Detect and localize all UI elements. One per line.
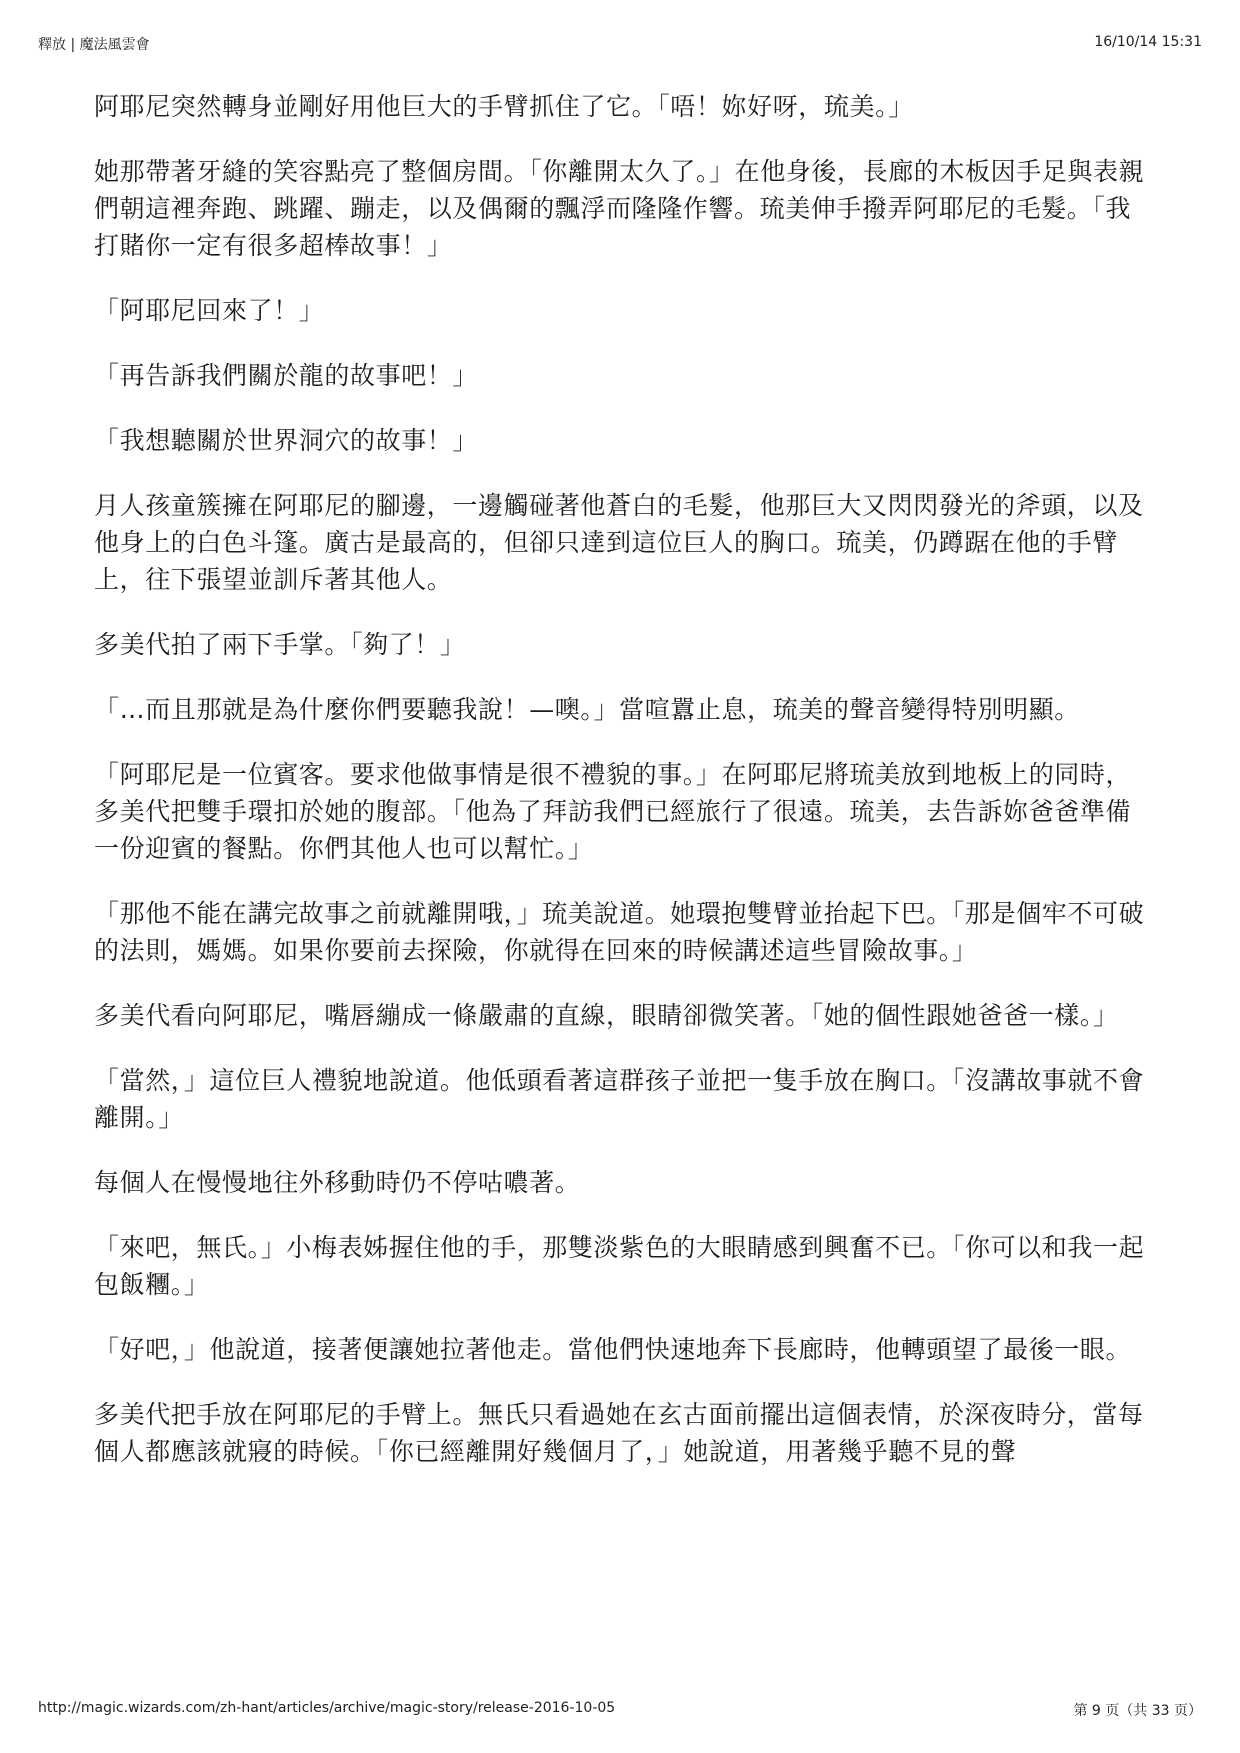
page-title: 釋放 | 魔法風雲會	[38, 37, 150, 53]
paragraph: 多美代把手放在阿耶尼的手臂上。無氏只看過她在玄古面前擺出這個表情，於深夜時分，當每個人都應該就寢的時候。「你已經離開好幾個月了，」她說道，用著幾乎聽不見的聲	[94, 1400, 1144, 1466]
paragraph: 每個人在慢慢地往外移動時仍不停咕噥著。	[94, 1168, 581, 1197]
paragraph: 「阿耶尼是一位賓客。要求他做事情是很不禮貌的事。」在阿耶尼將琉美放到地板上的同時，多美代把雙手環扣於她的腹部。「他為了拜訪我們已經旅行了很遠。琉美，去告訴妳爸爸準備一份迎賓的餐點。你們其他人也可以幫忙。」	[94, 760, 1132, 863]
paragraph: 多美代看向阿耶尼，嘴唇繃成一條嚴肅的直線，眼睛卻微笑著。「她的個性跟她爸爸一樣。」	[94, 1001, 1119, 1030]
paragraph: 「…而且那就是為什麼你們要聽我說！—噢。」當喧囂止息，琉美的聲音變得特別明顯。	[94, 695, 1080, 724]
paragraph: 月人孩童簇擁在阿耶尼的腳邊，一邊觸碰著他蒼白的毛髮，他那巨大又閃閃發光的斧頭，以及他身上的白色斗篷。廣古是最高的，但卻只達到這位巨人的胸口。琉美，仍蹲踞在他的手臂上，往下張望並訓斥著其他人。	[94, 491, 1144, 594]
paragraph: 阿耶尼突然轉身並剛好用他巨大的手臂抓住了它。「唔！妳好呀，琉美。」	[94, 92, 914, 121]
paragraph: 「我想聽關於世界洞穴的故事！」	[94, 426, 479, 455]
paragraph: 「再告訴我們關於龍的故事吧！」	[94, 361, 479, 390]
paragraph: 「好吧，」他說道，接著便讓她拉著他走。當他們快速地奔下長廊時，他轉頭望了最後一眼。	[94, 1335, 1132, 1364]
paragraph: 她那帶著牙縫的笑容點亮了整個房間。「你離開太久了。」在他身後，長廊的木板因手足與表親們朝這裡奔跑、跳躍、蹦走，以及偶爾的飄浮而隆隆作響。琉美伸手撥弄阿耶尼的毛髮。「我打賭你一定有很多超棒故事！」	[94, 157, 1145, 260]
print-timestamp: 16/10/14 15:31	[1094, 34, 1202, 50]
page-number: 第 9 页（共 33 页）	[1073, 1703, 1202, 1719]
paragraph: 「那他不能在講完故事之前就離開哦，」琉美說道。她環抱雙臂並抬起下巴。「那是個牢不可破的法則，媽媽。如果你要前去探險，你就得在回來的時候講述這些冒險故事。」	[94, 899, 1145, 965]
paragraph: 「阿耶尼回來了！」	[94, 296, 325, 325]
page-footer	[38, 1700, 1202, 1720]
paragraph: 「來吧，無氏。」小梅表姊握住他的手，那雙淡紫色的大眼睛感到興奮不已。「你可以和我一起包飯糰。」	[94, 1233, 1145, 1299]
paragraph: 「當然，」這位巨人禮貌地說道。他低頭看著這群孩子並把一隻手放在胸口。「沒講故事就不會離開。」	[94, 1066, 1145, 1132]
paragraph: 多美代拍了兩下手掌。「夠了！」	[94, 630, 466, 659]
article-body	[94, 88, 1146, 1643]
page-header	[38, 34, 1202, 54]
source-url: http://magic.wizards.com/zh-hant/articles/archive/magic-story/release-2016-10-05	[38, 1700, 616, 1716]
